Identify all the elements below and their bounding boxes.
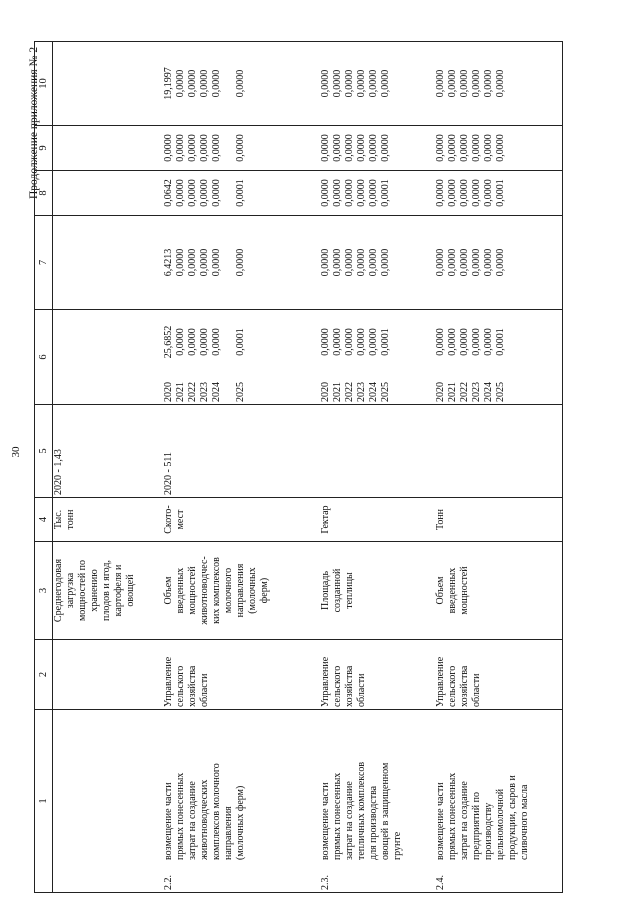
value-c9: 0,0000 — [470, 134, 482, 162]
value-c9: 0,0000 — [355, 134, 367, 162]
year-label: 2024 — [482, 382, 494, 402]
description-line: для производства — [367, 785, 379, 860]
description-line: затрат на создание — [458, 781, 470, 860]
value-c9: 0,0000 — [234, 134, 246, 162]
value-c10: 0,0000 — [494, 69, 506, 98]
description-cell — [320, 710, 435, 893]
table-row-top — [53, 42, 163, 893]
value-c9 — [223, 128, 235, 168]
indicator-line: Объем — [162, 576, 174, 605]
indicator-line: созданной — [331, 568, 343, 613]
value-c10: 0,0000 — [198, 69, 210, 98]
row-description — [320, 720, 404, 860]
description-cell — [163, 710, 320, 893]
row-number: 2.4. — [434, 875, 446, 890]
value-c10: 0,0000 — [174, 69, 186, 98]
value-col6: 0,0000 — [470, 328, 482, 356]
value-cell-c9 — [435, 126, 563, 171]
continuation-label: Продолжение приложения № 2 — [28, 46, 40, 199]
year-label: 2020 — [319, 382, 331, 402]
indicator-line: введенных — [174, 567, 186, 614]
value-c8: 0,0000 — [446, 179, 458, 207]
value-c7: 0,0000 — [446, 248, 458, 277]
indicator-line: Среднегодовая — [53, 558, 64, 623]
indicator-line: Площадь — [319, 571, 331, 610]
value-cell-c9 — [163, 126, 320, 171]
indicator-line: мощностей — [186, 566, 198, 615]
indicator-line: введенных — [446, 567, 458, 614]
empty-cell — [53, 640, 163, 710]
value-c9: 0,0000 — [186, 134, 198, 162]
row-description — [163, 720, 247, 860]
indicator-line: животноводчес- — [198, 556, 210, 625]
year-label: 2024 — [367, 382, 379, 402]
value-c9: 0,0000 — [494, 134, 506, 162]
value-c8: 0,0000 — [355, 179, 367, 207]
table-row — [320, 42, 435, 893]
unit-cell — [435, 498, 563, 542]
indicator-cell — [435, 542, 563, 640]
value-c8: 0,0000 — [319, 179, 331, 207]
value-c10: 0,0000 — [234, 69, 246, 98]
value-cell-c9 — [320, 126, 435, 171]
value-c7: 0,0000 — [470, 248, 482, 277]
empty-cell — [53, 171, 163, 216]
empty-cell — [53, 216, 163, 310]
row-description — [435, 720, 531, 860]
organization-line: области — [198, 673, 210, 707]
year-label: 2021 — [331, 382, 343, 402]
indicator-line: (молочных — [246, 567, 258, 614]
value-col6: 0,0001 — [379, 328, 391, 356]
description-line: затрат на создание — [343, 781, 355, 860]
year-label: 2023 — [470, 382, 482, 402]
description-line: тепличных комплексов — [355, 761, 367, 860]
value-c8: 0,0001 — [234, 179, 246, 207]
value-c8: 0,0000 — [343, 179, 355, 207]
value-c8: 0,0642 — [162, 179, 174, 207]
value-c9: 0,0000 — [482, 134, 494, 162]
value-c8: 0,0000 — [331, 179, 343, 207]
target-value: 2020 - 511 — [162, 452, 174, 495]
organization-line: Управление — [434, 656, 446, 707]
value-c8: 0,0000 — [186, 179, 198, 207]
value-c10 — [223, 44, 235, 123]
description-line: грунте — [391, 831, 403, 860]
value-c8: 0,0001 — [379, 179, 391, 207]
year-label: 2021 — [446, 382, 458, 402]
column-header: 1 — [35, 710, 53, 893]
value-c10: 0,0000 — [482, 69, 494, 98]
year-label: 2023 — [198, 382, 210, 402]
year-label: 2020 — [162, 382, 174, 402]
organization-cell — [435, 640, 563, 710]
value-col6: 0,0000 — [210, 328, 222, 356]
value-c8: 0,0000 — [458, 179, 470, 207]
value-col6: 0,0000 — [186, 328, 198, 356]
year-value-cell — [163, 310, 320, 405]
value-col6: 0,0001 — [494, 328, 506, 356]
value-c9: 0,0000 — [162, 134, 174, 162]
value-c9: 0,0000 — [379, 134, 391, 162]
year-label: 2022 — [186, 382, 198, 402]
value-c7: 0,0000 — [234, 248, 246, 277]
target-cell — [435, 405, 563, 498]
column-header: 5 — [35, 405, 53, 498]
value-cell-c10 — [435, 42, 563, 126]
target-cell — [163, 405, 320, 498]
value-c7: 0,0000 — [210, 248, 222, 277]
value-c7: 0,0000 — [482, 248, 494, 277]
value-c9: 0,0000 — [458, 134, 470, 162]
organization-line: области — [470, 673, 482, 707]
year-label: 2022 — [458, 382, 470, 402]
empty-cell — [53, 42, 163, 126]
value-c7: 0,0000 — [331, 248, 343, 277]
year-label: 2025 — [494, 382, 506, 402]
value-c10: 0,0000 — [367, 69, 379, 98]
values-column — [320, 312, 392, 372]
table-row — [163, 42, 320, 893]
value-col6: 0,0000 — [355, 328, 367, 356]
value-c10: 0,0000 — [319, 69, 331, 98]
value-cell-c7 — [435, 216, 563, 310]
value-c10: 0,0000 — [210, 69, 222, 98]
value-c7: 0,0000 — [367, 248, 379, 277]
column-header: 4 — [35, 498, 53, 542]
value-col6: 0,0000 — [434, 328, 446, 356]
year-label: 2022 — [343, 382, 355, 402]
value-c8: 0,0000 — [434, 179, 446, 207]
value-c8: 0,0000 — [198, 179, 210, 207]
indicator-line: плодов и ягод, — [101, 560, 112, 621]
year-value-grid — [435, 312, 507, 402]
unit-cell — [53, 498, 163, 542]
indicator-line: ферм) — [258, 577, 270, 604]
unit-cell — [163, 498, 320, 542]
value-cell-c7 — [163, 216, 320, 310]
indicator-cell — [320, 542, 435, 640]
value-c7: 0,0000 — [174, 248, 186, 277]
description-line: возмещение части — [162, 782, 174, 860]
value-c9: 0,0000 — [198, 134, 210, 162]
unit-line: Ското- — [162, 505, 174, 534]
organization-line: Управление — [319, 656, 331, 707]
organization-line: хозяйства — [186, 665, 198, 707]
description-line: сливочного масла — [518, 784, 530, 860]
indicator-line: хранению — [89, 569, 100, 612]
unit-cell — [320, 498, 435, 542]
description-line: прямых понесенных — [446, 772, 458, 860]
indicator-line: овощей — [125, 574, 136, 607]
table-body — [35, 42, 563, 893]
column-header: 8 — [35, 171, 53, 216]
year-label: 2023 — [355, 382, 367, 402]
organization-cell — [320, 640, 435, 710]
value-c10: 0,0000 — [434, 69, 446, 98]
value-col6: 0,0000 — [198, 328, 210, 356]
unit-line: Гектар — [319, 505, 331, 534]
description-line: комплексов молочного — [210, 763, 222, 860]
value-c8: 0,0000 — [482, 179, 494, 207]
value-c8: 0,0000 — [470, 179, 482, 207]
column-header: 9 — [35, 126, 53, 171]
value-c7: 0,0000 — [379, 248, 391, 277]
value-c10: 0,0000 — [355, 69, 367, 98]
value-c8: 0,0001 — [494, 179, 506, 207]
indicator-line: теплицы — [343, 572, 355, 609]
value-cell-c8 — [163, 171, 320, 216]
indicator-line: картофеля и — [113, 564, 124, 617]
values-column — [163, 312, 247, 372]
value-c8 — [223, 173, 235, 213]
column-header: 3 — [35, 542, 53, 640]
value-c10: 0,0000 — [379, 69, 391, 98]
value-c7: 0,0000 — [434, 248, 446, 277]
value-c8: 0,0000 — [174, 179, 186, 207]
value-c10: 0,0000 — [186, 69, 198, 98]
organization-line: сельского — [331, 665, 343, 707]
value-c10: 0,0000 — [470, 69, 482, 98]
value-col6: 25,6852 — [162, 325, 174, 359]
description-line: направления — [222, 806, 234, 860]
value-cell-c10 — [320, 42, 435, 126]
value-c8: 0,0000 — [210, 179, 222, 207]
description-line: прямых понесенных — [331, 772, 343, 860]
value-cell-c7 — [320, 216, 435, 310]
empty-cell — [53, 126, 163, 171]
value-col6: 0,0000 — [482, 328, 494, 356]
values-column — [435, 312, 507, 372]
value-c9: 0,0000 — [343, 134, 355, 162]
value-c9: 0,0000 — [367, 134, 379, 162]
description-line: производству — [482, 802, 494, 860]
description-line: цельномолочной — [494, 788, 506, 860]
organization-line: хозяйства — [458, 665, 470, 707]
value-c7: 0,0000 — [355, 248, 367, 277]
column-header: 6 — [35, 310, 53, 405]
indicator-line: Объем — [434, 576, 446, 605]
value-c7 — [223, 218, 235, 307]
indicator-line: мощностей по — [77, 559, 88, 622]
row-number: 2.2. — [162, 875, 174, 890]
indicator-line: направления — [234, 563, 246, 618]
unit-line: Тонн — [434, 508, 446, 531]
header-row — [35, 42, 53, 893]
row-number: 2.3. — [319, 875, 331, 890]
value-col6: 0,0000 — [367, 328, 379, 356]
value-cell-c10 — [163, 42, 320, 126]
value-c7: 0,0000 — [494, 248, 506, 277]
target-cell — [320, 405, 435, 498]
value-col6: 0,0000 — [343, 328, 355, 356]
year-value-cell — [435, 310, 563, 405]
unit-line: мест — [174, 509, 186, 530]
year-label: 2024 — [210, 382, 222, 402]
description-line: животноводческих — [198, 779, 210, 860]
description-line: (молочных ферм) — [234, 785, 246, 860]
organization-line: Управление — [162, 656, 174, 707]
value-col6: 0,0000 — [319, 328, 331, 356]
value-c9: 0,0000 — [174, 134, 186, 162]
year-label: 2020 — [434, 382, 446, 402]
unit-line: тонн — [65, 509, 76, 530]
value-c10: 0,0000 — [458, 69, 470, 98]
value-c9: 0,0000 — [210, 134, 222, 162]
value-col6: 0,0000 — [331, 328, 343, 356]
year-value-grid — [320, 312, 392, 402]
page-number: 30 — [10, 446, 22, 458]
value-c8: 0,0000 — [367, 179, 379, 207]
year-value-grid — [163, 312, 247, 402]
value-c7: 6,4213 — [162, 248, 174, 277]
year-label — [223, 372, 235, 402]
description-line: продукции, сыров и — [506, 775, 518, 860]
indicator-cell — [53, 542, 163, 640]
table-row — [435, 42, 563, 893]
year-label: 2021 — [174, 382, 186, 402]
description-line: овощей в защищенном — [379, 762, 391, 860]
value-cell-c8 — [320, 171, 435, 216]
organization-line: сельского — [446, 665, 458, 707]
unit-line: Тыс. — [53, 509, 64, 530]
value-col6: 0,0001 — [234, 328, 246, 356]
description-cell — [435, 710, 563, 893]
value-col6: 0,0000 — [446, 328, 458, 356]
value-col6: 0,0000 — [174, 328, 186, 356]
empty-cell — [53, 310, 163, 405]
years-column — [435, 372, 507, 402]
year-value-cell — [320, 310, 435, 405]
value-c10: 0,0000 — [331, 69, 343, 98]
column-header: 10 — [35, 42, 53, 126]
target-cell — [53, 405, 163, 498]
description-line: предприятий по — [470, 792, 482, 860]
column-header: 2 — [35, 640, 53, 710]
value-c9: 0,0000 — [434, 134, 446, 162]
description-line: возмещение части — [319, 782, 331, 860]
indicator-line: ких комплексов — [210, 557, 222, 624]
value-col6: 0,0000 — [458, 328, 470, 356]
value-col6 — [223, 312, 235, 372]
indicator-line: загрузка — [65, 572, 76, 609]
indicator-line: молочного — [222, 567, 234, 614]
column-header: 7 — [35, 216, 53, 310]
target-value: 2020 - 1,43 — [53, 449, 64, 495]
indicator-cell — [163, 542, 320, 640]
empty-cell — [53, 710, 163, 893]
year-label: 2025 — [379, 382, 391, 402]
value-c7: 0,0000 — [319, 248, 331, 277]
value-c9: 0,0000 — [331, 134, 343, 162]
organization-line: хозяйства — [343, 665, 355, 707]
organization-line: области — [355, 673, 367, 707]
year-label: 2025 — [234, 382, 246, 402]
description-line: возмещение части — [434, 782, 446, 860]
value-c10: 0,0000 — [446, 69, 458, 98]
value-c7: 0,0000 — [198, 248, 210, 277]
value-c10: 0,0000 — [343, 69, 355, 98]
description-line: прямых понесенных — [174, 772, 186, 860]
indicator-table — [34, 41, 563, 893]
value-c9: 0,0000 — [446, 134, 458, 162]
value-c7: 0,0000 — [458, 248, 470, 277]
value-c10: 19,1997 — [162, 67, 174, 100]
organization-cell — [163, 640, 320, 710]
years-column — [320, 372, 392, 402]
indicator-line: мощностей — [458, 566, 470, 615]
organization-line: сельского — [174, 665, 186, 707]
value-c7: 0,0000 — [186, 248, 198, 277]
value-c7: 0,0000 — [343, 248, 355, 277]
years-column — [163, 372, 247, 402]
description-line: затрат на создание — [186, 781, 198, 860]
value-c9: 0,0000 — [319, 134, 331, 162]
value-cell-c8 — [435, 171, 563, 216]
